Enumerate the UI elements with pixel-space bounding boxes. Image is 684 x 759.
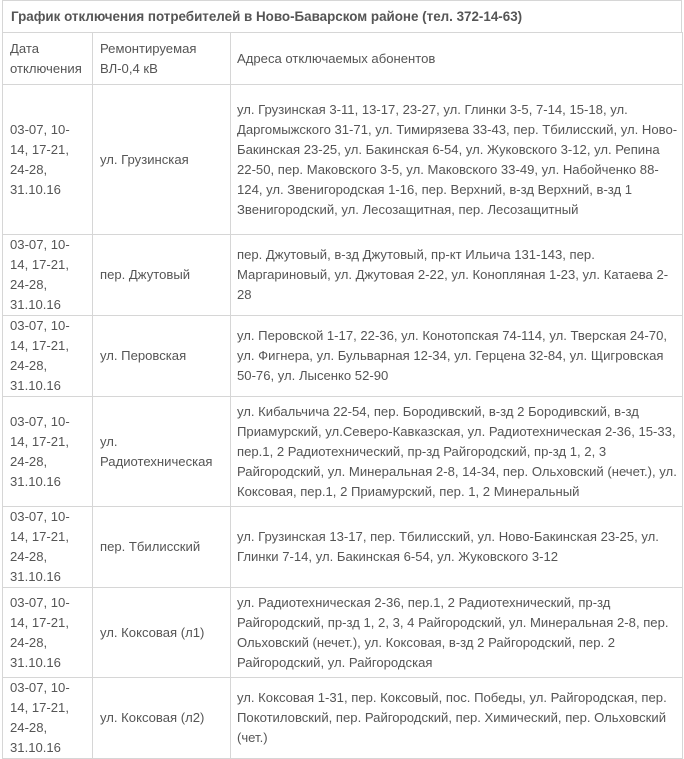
column-header-addresses: Адреса отключаемых абонентов [231,33,683,85]
column-header-date: Дата отключения [3,33,93,85]
table-row [3,235,683,316]
cell-addresses: ул. Кибальчича 22-54, пер. Бородивский, в-зд 2 Бородивский, в-зд Приамурский, ул.Северо-Кавказская, ул. Радиотехническая 2-36, 15-33, пер.1, 2 Радиотехнический, пр-зд Райгородский, пр-зд 1, 2, 3 Райгородский, ул. Минеральная 2-8, 14-34, пер. Ольховский (нечет.), ул. Коксовая, пер.1, 2 Приамурский, пер. 1, 2 Минеральный [231,397,683,507]
cell-addresses: ул. Коксовая 1-31, пер. Коксовый, пос. Победы, ул. Райгородская, пер. Покотиловский, пер. Райгородский, пер. Химический, пер. Ольховский (чет.) [231,678,683,759]
cell-date: 03-07, 10-14, 17-21, 24-28, 31.10.16 [3,235,93,316]
cell-addresses: ул. Грузинская 13-17, пер. Тбилисский, ул. Ново-Бакинская 23-25, ул. Глинки 7-14, ул. Бакинская 6-54, ул. Жуковского 3-12 [231,507,683,588]
table-row [3,397,683,507]
outage-schedule-table [2,32,683,759]
table-row [3,85,683,235]
column-header-line: Ремонтируемая ВЛ-0,4 кВ [93,33,231,85]
cell-date: 03-07, 10-14, 17-21, 24-28, 31.10.16 [3,507,93,588]
cell-line: ул. Грузинская [93,85,231,235]
cell-line: ул. Коксовая (л2) [93,678,231,759]
cell-date: 03-07, 10-14, 17-21, 24-28, 31.10.16 [3,588,93,678]
cell-date: 03-07, 10-14, 17-21, 24-28, 31.10.16 [3,397,93,507]
table-row [3,507,683,588]
table-row [3,678,683,759]
cell-line: пер. Тбилисский [93,507,231,588]
cell-addresses: пер. Джутовый, в-зд Джутовый, пр-кт Ильича 131-143, пер. Маргариновый, ул. Джутовая 2-22, ул. Конопляная 1-23, ул. Катаева 2-28 [231,235,683,316]
cell-addresses: ул. Грузинская 3-11, 13-17, 23-27, ул. Глинки 3-5, 7-14, 15-18, ул. Даргомыжского 31-71, ул. Тимирязева 33-43, пер. Тбилисский, ул. Ново-Бакинская 23-25, ул. Бакинская 6-54, ул. Жуковского 3-12, ул. Репина 22-50, пер. Маковского 3-5, ул. Маковского 33-49, ул. Набойченко 88-124, ул. Звенигородская 1-16, пер. Верхний, в-зд Верхний, в-зд 1 Звенигородский, ул. Лесозащитная, пер. Лесозащитный [231,85,683,235]
cell-line: пер. Джутовый [93,235,231,316]
cell-date: 03-07, 10-14, 17-21, 24-28, 31.10.16 [3,85,93,235]
cell-addresses: ул. Перовской 1-17, 22-36, ул. Конотопская 74-114, ул. Тверская 24-70, ул. Фигнера, ул. Бульварная 12-34, ул. Герцена 32-84, ул. Щигровская 50-76, ул. Лысенко 52-90 [231,316,683,397]
cell-line: ул. Радиотехническая [93,397,231,507]
page-title: График отключения потребителей в Ново-Баварском районе (тел. 372-14-63) [2,0,682,32]
table-row [3,588,683,678]
cell-line: ул. Коксовая (л1) [93,588,231,678]
table-row [3,316,683,397]
cell-date: 03-07, 10-14, 17-21, 24-28, 31.10.16 [3,316,93,397]
cell-addresses: ул. Радиотехническая 2-36, пер.1, 2 Радиотехнический, пр-зд Райгородский, пр-зд 1, 2, 3, 4 Райгородский, ул. Минеральная 2-8, пер. Ольховский (нечет.), ул. Коксовая, в-зд 2 Райгородский, пер. 2 Райгородский, ул. Райгородская [231,588,683,678]
table-header-row [3,33,683,85]
cell-date: 03-07, 10-14, 17-21, 24-28, 31.10.16 [3,678,93,759]
cell-line: ул. Перовская [93,316,231,397]
